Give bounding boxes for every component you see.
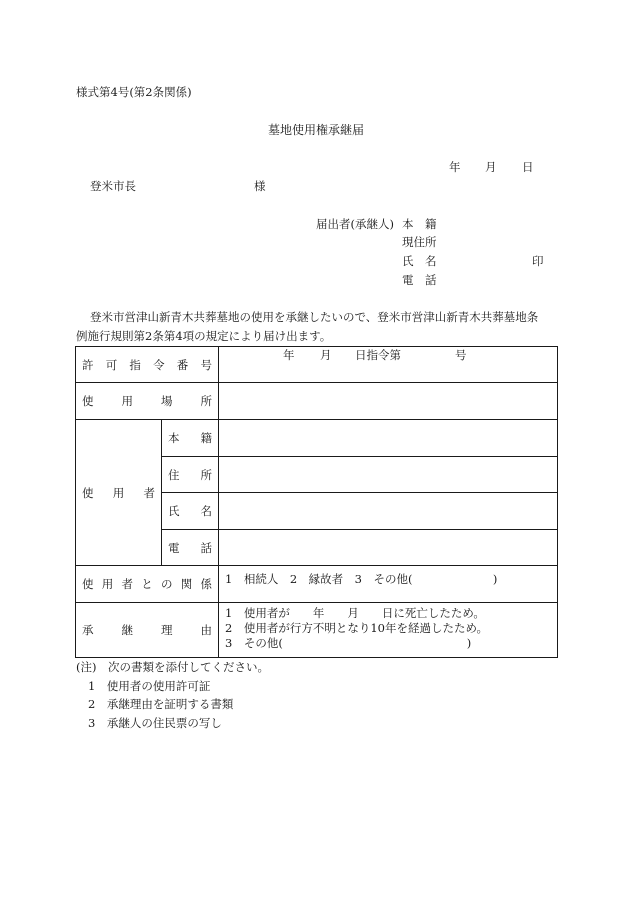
user-phone-label: 電 話 (162, 530, 219, 566)
permit-year-label: 年 (283, 348, 295, 362)
permit-number-label: 号 (455, 348, 467, 362)
permit-month-label: 月 (320, 348, 332, 362)
reason-row (76, 603, 558, 658)
location-row (76, 383, 558, 420)
user-honseki-label: 本 籍 (162, 420, 219, 457)
notes-item-1: 1 使用者の使用許可証 (88, 679, 211, 693)
relation-label: 使 用 者 と の 関 係 (76, 566, 219, 603)
notes-item-2: 2 承継理由を証明する書類 (88, 697, 234, 711)
applicant-address-label: 現住所 (402, 235, 437, 249)
user-address-value[interactable] (219, 457, 558, 493)
document-title: 墓地使用権承継届 (268, 123, 365, 137)
reason-option-3: 3 その他( ) (225, 636, 472, 650)
form-table (75, 346, 558, 658)
permit-value[interactable] (219, 347, 558, 383)
reason-option-2: 2 使用者が行方不明となり10年を経過したため。 (225, 621, 488, 635)
reason-label: 承 継 理 由 (76, 603, 219, 658)
date-year-label: 年 (449, 160, 461, 174)
user-name-label: 氏 名 (162, 493, 219, 530)
addressee-name: 登米市長 (90, 179, 136, 193)
relation-row (76, 566, 558, 603)
addressee-honorific: 様 (254, 179, 266, 193)
relation-value[interactable]: 1 相続人 2 縁故者 3 その他( ) (219, 566, 558, 603)
notes-heading: (注) 次の書類を添付してください。 (76, 660, 269, 674)
date-day-label: 日 (522, 160, 534, 174)
body-text-line-2: 例施行規則第2条第4項の規定により届け出ます。 (76, 329, 332, 343)
applicant-prefix: 届出者(承継人) (316, 217, 394, 231)
user-phone-value[interactable] (219, 530, 558, 566)
reason-option-1: 1 使用者が 年 月 日に死亡したため。 (225, 606, 485, 620)
location-value[interactable] (219, 383, 558, 420)
user-address-label: 住 所 (162, 457, 219, 493)
applicant-honseki-label: 本 籍 (402, 217, 437, 231)
body-text-line-1: 登米市営津山新青木共葬墓地の使用を承継したいので、登米市営津山新青木共葬墓地条 (90, 310, 539, 324)
applicant-seal-mark: 印 (532, 254, 544, 268)
user-honseki-value[interactable] (219, 420, 558, 457)
location-label: 使 用 場 所 (76, 383, 219, 420)
reason-value[interactable] (219, 603, 558, 658)
applicant-phone-label: 電 話 (402, 273, 437, 287)
permit-row (76, 347, 558, 383)
notes-item-3: 3 承継人の住民票の写し (88, 716, 222, 730)
permit-label: 許 可 指 令 番 号 (76, 347, 219, 383)
user-label: 使 用 者 (76, 420, 162, 566)
permit-day-order-label: 日指令第 (355, 348, 401, 362)
form-number: 様式第4号(第2条関係) (76, 85, 192, 99)
date-month-label: 月 (485, 160, 497, 174)
applicant-name-label: 氏 名 (402, 254, 437, 268)
user-honseki-row (76, 420, 558, 457)
user-name-value[interactable] (219, 493, 558, 530)
